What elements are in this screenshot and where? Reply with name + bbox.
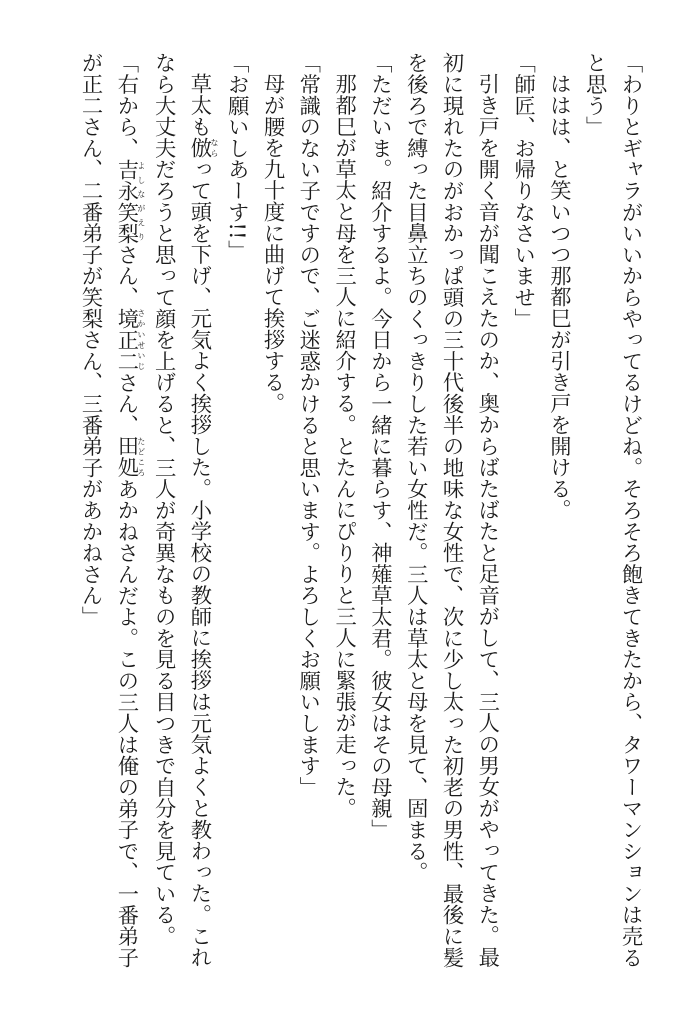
ruby-reading: たどころ bbox=[136, 435, 146, 479]
paragraph: 那都巳が草太と母を三人に紹介する。とたんにぴりりと三人に緊張が走った。 bbox=[331, 73, 357, 819]
paragraph: 「わりとギャラがいいからやってるけどね。そろそろ飽きてきたから、タワーマンションは売ると思う」 bbox=[582, 52, 643, 968]
ruby-reading: よしながえり bbox=[136, 158, 146, 244]
paragraph: 「ただいま。紹介するよ。今日から一緒に暮らす、神薙草太君。彼女はその母親」 bbox=[367, 52, 393, 841]
ruby-word: 吉永笑梨よしながえり bbox=[113, 158, 146, 244]
ruby-word: 倣なら bbox=[186, 137, 219, 159]
paragraph: ははは、と笑いつつ那都巳が引き戸を開ける。 bbox=[546, 73, 572, 521]
paragraph: 「師匠、お帰りなさいませ」 bbox=[510, 52, 536, 329]
paragraph: 草太も倣ならって頭を下げ、元気よく挨拶した。小学校の教師に挨拶は元気よくと教わった。これなら大丈夫だろうと思って顔を上げると、三人が奇異なものを見る目つきで自分を見ている。 bbox=[151, 52, 219, 968]
ruby-word: 田処たどころ bbox=[113, 435, 146, 479]
ruby-word: 境正二さかいせいじ bbox=[113, 307, 146, 372]
paragraph: 「右から、吉永笑梨よしながえりさん、境正二さかいせいじさん、田処たどころあかねさんだよ。この三人は俺の弟子で、一番弟子が正二さん、二番弟子が笑梨さん、三番弟子があかねさん」 bbox=[78, 52, 146, 968]
paragraph: 「お願いしあーす!!」 bbox=[224, 52, 250, 261]
vertical-text-body bbox=[33, 52, 648, 982]
ruby-reading: さかいせいじ bbox=[136, 307, 146, 372]
ruby-reading: なら bbox=[209, 137, 219, 159]
paragraph: 引き戸を開く音が聞こえたのか、奥からばたばたと足音がして、三人の男女がやってきた。最初に現れたのがおかっぱ頭の三十代後半の地味な女性で、次に少し太った初老の男性、最後に髪を後ろで縛った目鼻立ちのくっきりした若い女性だ。三人は草太と母を見て、固まる。 bbox=[403, 52, 500, 968]
paragraph: 「常識のない子ですので、ご迷惑かけると思います。よろしくお願いします」 bbox=[295, 52, 321, 798]
paragraph: 母が腰を九十度に曲げて挨拶する。 bbox=[260, 73, 286, 415]
